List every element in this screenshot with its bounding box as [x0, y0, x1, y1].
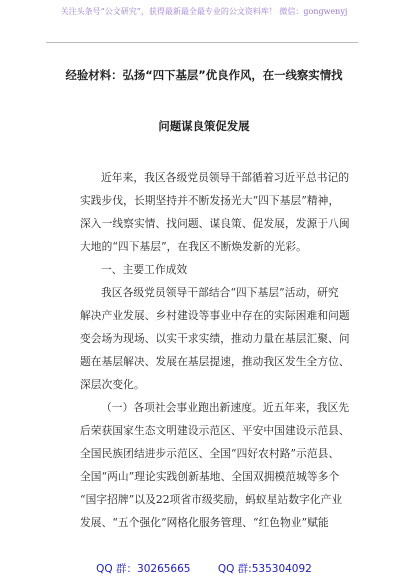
section-heading: 一、主要工作成效	[101, 263, 188, 276]
footer-qq-group-2: QQ 群:535304092	[217, 563, 312, 575]
paragraph-line: 变会场为现场、以实干求实绩，推动力量在基层汇聚、问	[80, 332, 350, 345]
paragraph-line: 后荣获国家生态文明建设示范区、平安中国建设示范县、	[80, 424, 350, 437]
paragraph-line: 大地的“四下基层”，在我区不断焕发新的光彩。	[80, 240, 307, 253]
paragraph-line: 全国民族团结进步示范区、全国“四好农村路”示范县、	[80, 447, 340, 460]
paragraph-line: 深入一线察实情、找问题、谋良策、促发展，发源于八闽	[80, 217, 350, 230]
paragraph-line: 近年来，我区各级党员领导干部循着习近平总书记的	[101, 171, 350, 184]
document-title-line-2: 问题谋良策促发展	[158, 119, 250, 133]
paragraph-line: 解决产业发展、乡村建设等事业中存在的实际困难和问题	[80, 309, 350, 322]
paragraph-line: 实践步伐，长期坚持并不断发扬光大“四下基层”精神，	[80, 194, 340, 207]
paragraph-line: 发展、“五个强化”网格化服务管理、“红色物业”赋能	[80, 516, 329, 529]
paragraph-line: 我区各级党员领导干部结合“四下基层”活动，研究	[101, 286, 339, 299]
header-divider	[46, 42, 358, 43]
paragraph-line: （一）各项社会事业跑出新速度。近五年来，我区先	[101, 401, 350, 414]
footer-qq-group-1: QQ 群：30265665	[96, 563, 191, 575]
footer-contact	[0, 562, 408, 576]
paragraph-line: 全国“两山”理论实践创新基地、全国双拥模范城等多个	[80, 470, 340, 483]
document-title-line-1: 经验材料：弘扬“四下基层”优良作风，在一线察实情找	[65, 68, 343, 82]
paragraph-line: 深层次变化。	[80, 378, 145, 391]
paragraph-line: 题在基层解决、发展在基层提速，推动我区发生全方位、	[80, 355, 350, 368]
header-banner: 关注头条号“公文研究”，获得最新最全最专业的公文资料库！ 微信：gongwenyj	[60, 7, 348, 16]
paragraph-line: “国字招牌”以及22项省市级奖励，蚂蚁星站数字化产业	[80, 493, 343, 506]
